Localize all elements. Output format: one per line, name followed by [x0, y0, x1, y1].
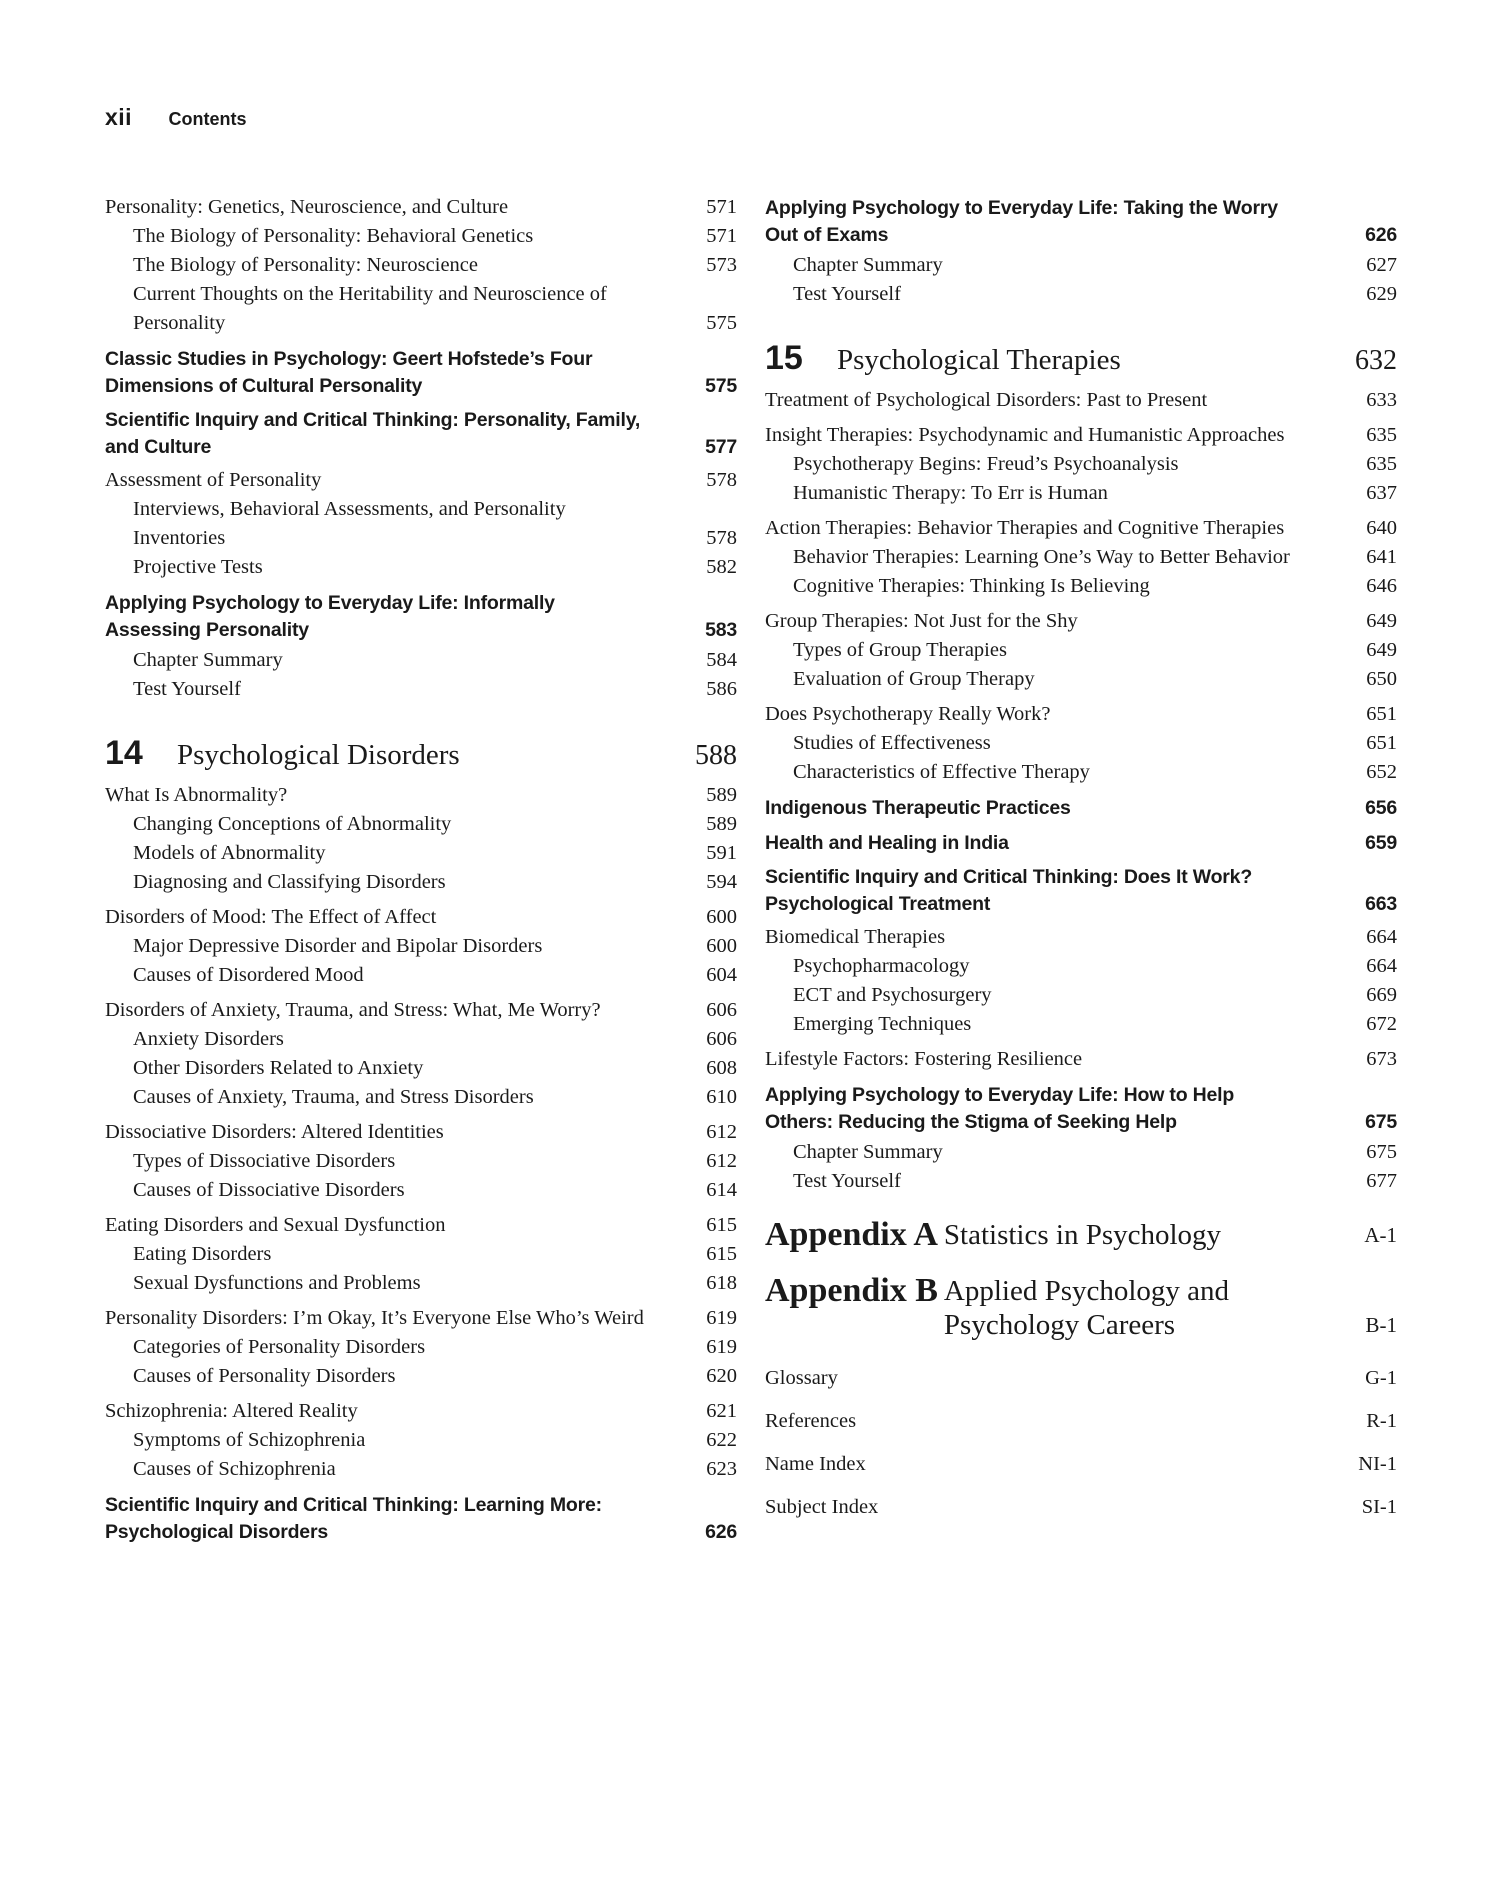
entry-page: 600	[706, 906, 737, 928]
appendix-entry[interactable]	[765, 1218, 1397, 1252]
subsection-entry[interactable]	[105, 1176, 737, 1205]
entry-page: 635	[1366, 453, 1397, 475]
toc-right-column	[765, 187, 1397, 1522]
subsection-entry[interactable]	[765, 758, 1397, 787]
entry-page: 578	[706, 527, 737, 549]
entry-title: Diagnosing and Classifying Disorders	[133, 871, 446, 893]
section-entry[interactable]	[765, 421, 1397, 450]
entry-page: 615	[706, 1243, 737, 1265]
running-header	[105, 104, 247, 131]
section-entry[interactable]	[765, 607, 1397, 636]
feature-entry[interactable]	[765, 830, 1397, 857]
section-entry[interactable]	[765, 700, 1397, 729]
subsection-entry[interactable]	[765, 952, 1397, 981]
entry-page: 620	[706, 1365, 737, 1387]
entry-page: 673	[1366, 1048, 1397, 1070]
appendix-heading	[765, 1218, 1364, 1252]
subsection-entry[interactable]	[105, 1240, 737, 1269]
entry-title: Glossary	[765, 1367, 838, 1389]
entry-title: Emerging Techniques	[793, 1013, 972, 1035]
entry-title: Personality: Genetics, Neuroscience, and Culture	[105, 196, 509, 218]
feature-entry[interactable]	[105, 407, 737, 460]
entry-page: 589	[706, 784, 737, 806]
subsection-entry[interactable]	[105, 1426, 737, 1455]
back-matter-entry[interactable]	[765, 1493, 1397, 1522]
subsection-entry[interactable]	[765, 636, 1397, 665]
entry-title: Changing Conceptions of Abnormality	[133, 813, 452, 835]
entry-page: 663	[1365, 892, 1397, 915]
subsection-entry[interactable]	[765, 572, 1397, 601]
entry-title: Scientific Inquiry and Critical Thinking: Personality, Family, and Culture	[105, 409, 641, 458]
entry-title: Causes of Personality Disorders	[133, 1365, 396, 1387]
entry-title: Schizophrenia: Altered Reality	[105, 1400, 358, 1422]
entry-title: Causes of Disordered Mood	[133, 964, 364, 986]
entry-title: Chapter Summary	[133, 649, 283, 671]
entry-title: Projective Tests	[133, 556, 263, 578]
entry-page: 652	[1366, 761, 1397, 783]
subsection-entry[interactable]	[105, 1333, 737, 1362]
subsection-entry[interactable]	[105, 1269, 737, 1298]
subsection-entry[interactable]	[105, 868, 737, 897]
entry-title: Biomedical Therapies	[765, 926, 946, 948]
feature-entry[interactable]	[105, 1492, 737, 1545]
entry-title: References	[765, 1410, 857, 1432]
appendix-label: Appendix B	[765, 1272, 938, 1309]
entry-title: Does Psychotherapy Really Work?	[765, 703, 1051, 725]
section-entry[interactable]	[105, 193, 737, 222]
entry-page: 672	[1366, 1013, 1397, 1035]
entry-page: 629	[1366, 283, 1397, 305]
entry-page: G-1	[1365, 1367, 1397, 1389]
entry-page: 618	[706, 1272, 737, 1294]
entry-title: The Biology of Personality: Behavioral Genetics	[133, 225, 534, 247]
entry-page: 649	[1366, 610, 1397, 632]
back-matter-entry[interactable]	[765, 1407, 1397, 1436]
entry-page: R-1	[1366, 1410, 1397, 1432]
entry-page: 591	[706, 842, 737, 864]
entry-title: Categories of Personality Disorders	[133, 1336, 426, 1358]
appendix-page: B-1	[1365, 1313, 1397, 1337]
entry-page: 633	[1366, 389, 1397, 411]
entry-page: 575	[705, 374, 737, 397]
subsection-entry[interactable]	[765, 479, 1397, 508]
entry-page: 675	[1365, 1110, 1397, 1133]
entry-title: Chapter Summary	[793, 1141, 943, 1163]
subsection-entry[interactable]	[105, 1455, 737, 1484]
entry-page: 571	[706, 196, 737, 218]
entry-title: Causes of Schizophrenia	[133, 1458, 336, 1480]
entry-page: 600	[706, 935, 737, 957]
entry-title: Humanistic Therapy: To Err is Human	[793, 482, 1108, 504]
subsection-entry[interactable]	[105, 1025, 737, 1054]
entry-page: 589	[706, 813, 737, 835]
entry-title: Applying Psychology to Everyday Life: Taking the Worry Out of Exams	[765, 197, 1278, 246]
subsection-entry[interactable]	[105, 1147, 737, 1176]
entry-title: Types of Group Therapies	[793, 639, 1007, 661]
entry-page: 612	[706, 1150, 737, 1172]
entry-page: 650	[1366, 668, 1397, 690]
appendix-title: Applied Psychology and Psychology Careers	[943, 1275, 1230, 1341]
chapter-heading[interactable]	[765, 339, 1397, 378]
entry-page: 641	[1366, 546, 1397, 568]
appendix-title: Statistics in Psychology	[943, 1219, 1222, 1251]
section-entry[interactable]	[105, 903, 737, 932]
entry-title: Sexual Dysfunctions and Problems	[133, 1272, 421, 1294]
entry-title: Causes of Anxiety, Trauma, and Stress Disorders	[133, 1086, 534, 1108]
subsection-entry[interactable]	[105, 1083, 737, 1112]
entry-page: 606	[706, 1028, 737, 1050]
subsection-entry[interactable]	[105, 646, 737, 675]
subsection-entry[interactable]	[765, 1010, 1397, 1039]
entry-page: 575	[706, 312, 737, 334]
entry-page: 669	[1366, 984, 1397, 1006]
entry-title: Cognitive Therapies: Thinking Is Believing	[793, 575, 1150, 597]
entry-page: 626	[1365, 223, 1397, 246]
feature-entry[interactable]	[765, 795, 1397, 822]
chapter-title: Psychological Disorders	[177, 739, 460, 771]
entry-title: Symptoms of Schizophrenia	[133, 1429, 366, 1451]
entry-page: 577	[705, 435, 737, 458]
entry-title: Classic Studies in Psychology: Geert Hofstede’s Four Dimensions of Cultural Personality	[105, 348, 593, 397]
subsection-entry[interactable]	[105, 1054, 737, 1083]
feature-entry[interactable]	[765, 1082, 1397, 1135]
entry-title: Treatment of Psychological Disorders: Past to Present	[765, 389, 1208, 411]
entry-title: Applying Psychology to Everyday Life: How to Help Others: Reducing the Stigma of Seeking Help	[765, 1084, 1235, 1133]
entry-page: 664	[1366, 955, 1397, 977]
subsection-entry[interactable]	[105, 1362, 737, 1391]
chapter-page: 632	[1355, 345, 1397, 376]
entry-title: Group Therapies: Not Just for the Shy	[765, 610, 1078, 632]
back-matter-entry[interactable]	[765, 1364, 1397, 1393]
entry-page: 582	[706, 556, 737, 578]
section-entry[interactable]	[105, 1304, 737, 1333]
entry-title: Scientific Inquiry and Critical Thinking: Does It Work? Psychological Treatment	[765, 866, 1253, 915]
entry-title: Test Yourself	[793, 1170, 901, 1192]
entry-title: Scientific Inquiry and Critical Thinking: Learning More: Psychological Disorders	[105, 1494, 602, 1543]
section-entry[interactable]	[105, 466, 737, 495]
page-number: xii	[105, 104, 133, 130]
subsection-entry[interactable]	[105, 280, 737, 338]
entry-title: Action Therapies: Behavior Therapies and Cognitive Therapies	[765, 517, 1285, 539]
entry-title: Major Depressive Disorder and Bipolar Disorders	[133, 935, 543, 957]
entry-page: 614	[706, 1179, 737, 1201]
entry-page: 604	[706, 964, 737, 986]
entry-page: 640	[1366, 517, 1397, 539]
entry-title: Personality Disorders: I’m Okay, It’s Everyone Else Who’s Weird	[105, 1307, 644, 1329]
entry-page: 656	[1365, 797, 1397, 819]
entry-page: 664	[1366, 926, 1397, 948]
entry-page: 637	[1366, 482, 1397, 504]
entry-title: Health and Healing in India	[765, 831, 1009, 854]
entry-page: 651	[1366, 703, 1397, 725]
entry-title: Test Yourself	[133, 678, 241, 700]
entry-page: 649	[1366, 639, 1397, 661]
section-entry[interactable]	[105, 1211, 737, 1240]
entry-title: Disorders of Mood: The Effect of Affect	[105, 906, 437, 928]
entry-page: 622	[706, 1429, 737, 1451]
entry-page: 659	[1365, 831, 1397, 854]
entry-title: Subject Index	[765, 1496, 879, 1518]
entry-title: Psychotherapy Begins: Freud’s Psychoanalysis	[793, 453, 1179, 475]
entry-page: SI-1	[1361, 1496, 1397, 1518]
entry-title: Anxiety Disorders	[133, 1028, 284, 1050]
feature-entry[interactable]	[765, 195, 1397, 248]
entry-page: 646	[1366, 575, 1397, 597]
entry-title: Indigenous Therapeutic Practices	[765, 797, 1071, 819]
entry-page: 621	[706, 1400, 737, 1422]
section-entry[interactable]	[105, 996, 737, 1025]
feature-entry[interactable]	[105, 346, 737, 399]
appendix-page: A-1	[1364, 1223, 1397, 1247]
entry-title: ECT and Psychosurgery	[793, 984, 992, 1006]
section-entry[interactable]	[105, 781, 737, 810]
entry-title: Studies of Effectiveness	[793, 732, 991, 754]
entry-title: Behavior Therapies: Learning One’s Way to Better Behavior	[793, 546, 1290, 568]
subsection-entry[interactable]	[105, 961, 737, 990]
entry-title: Name Index	[765, 1453, 866, 1475]
subsection-entry[interactable]	[765, 280, 1397, 309]
appendix-entry[interactable]	[765, 1274, 1397, 1342]
subsection-entry[interactable]	[765, 251, 1397, 280]
subsection-entry[interactable]	[105, 839, 737, 868]
entry-title: Disorders of Anxiety, Trauma, and Stress: What, Me Worry?	[105, 999, 601, 1021]
entry-title: Evaluation of Group Therapy	[793, 668, 1035, 690]
section-entry[interactable]	[765, 923, 1397, 952]
entry-page: 578	[706, 469, 737, 491]
entry-title: Types of Dissociative Disorders	[133, 1150, 396, 1172]
subsection-entry[interactable]	[765, 543, 1397, 572]
section-entry[interactable]	[765, 386, 1397, 415]
section-entry[interactable]	[765, 514, 1397, 543]
entry-page: 615	[706, 1214, 737, 1236]
feature-entry[interactable]	[765, 864, 1397, 917]
entry-page: 586	[706, 678, 737, 700]
chapter-heading[interactable]	[105, 734, 737, 773]
appendix-heading	[765, 1274, 1366, 1342]
chapter-number: 14	[105, 734, 143, 772]
entry-title: Causes of Dissociative Disorders	[133, 1179, 405, 1201]
entry-title: Other Disorders Related to Anxiety	[133, 1057, 424, 1079]
section-entry[interactable]	[105, 1397, 737, 1426]
subsection-entry[interactable]	[765, 665, 1397, 694]
entry-title: Interviews, Behavioral Assessments, and Personality Inventories	[133, 498, 566, 549]
entry-title: Lifestyle Factors: Fostering Resilience	[765, 1048, 1083, 1070]
subsection-entry[interactable]	[105, 932, 737, 961]
entry-page: 573	[706, 254, 737, 276]
toc-left-column	[105, 187, 737, 1548]
chapter-page: 588	[695, 740, 737, 771]
entry-page: 677	[1366, 1170, 1397, 1192]
entry-title: Psychopharmacology	[793, 955, 970, 977]
entry-page: 584	[706, 649, 737, 671]
entry-page: 571	[706, 225, 737, 247]
chapter-number: 15	[765, 339, 803, 377]
entry-page: 651	[1366, 732, 1397, 754]
entry-page: 626	[705, 1520, 737, 1543]
entry-title: Eating Disorders	[133, 1243, 272, 1265]
entry-title: Models of Abnormality	[133, 842, 326, 864]
entry-page: 675	[1366, 1141, 1397, 1163]
subsection-entry[interactable]	[765, 981, 1397, 1010]
entry-page: 594	[706, 871, 737, 893]
subsection-entry[interactable]	[765, 1138, 1397, 1167]
entry-page: 627	[1366, 254, 1397, 276]
entry-page: 610	[706, 1086, 737, 1108]
entry-page: 619	[706, 1307, 737, 1329]
subsection-entry[interactable]	[105, 222, 737, 251]
section-entry[interactable]	[765, 1045, 1397, 1074]
entry-page: 623	[706, 1458, 737, 1480]
entry-title: Insight Therapies: Psychodynamic and Humanistic Approaches	[765, 424, 1285, 446]
entry-title: What Is Abnormality?	[105, 784, 288, 806]
entry-title: Assessment of Personality	[105, 469, 322, 491]
subsection-entry[interactable]	[765, 1167, 1397, 1196]
subsection-entry[interactable]	[765, 729, 1397, 758]
entry-page: 606	[706, 999, 737, 1021]
subsection-entry[interactable]	[105, 810, 737, 839]
entry-title: Eating Disorders and Sexual Dysfunction	[105, 1214, 446, 1236]
entry-title: Applying Psychology to Everyday Life: Informally Assessing Personality	[105, 592, 555, 641]
entry-page: 635	[1366, 424, 1397, 446]
entry-page: 608	[706, 1057, 737, 1079]
subsection-entry[interactable]	[105, 251, 737, 280]
entry-title: Current Thoughts on the Heritability and Neuroscience of Personality	[133, 283, 607, 334]
entry-title: Chapter Summary	[793, 254, 943, 276]
subsection-entry[interactable]	[765, 450, 1397, 479]
subsection-entry[interactable]	[105, 675, 737, 704]
entry-title: Dissociative Disorders: Altered Identities	[105, 1121, 444, 1143]
entry-title: Test Yourself	[793, 283, 901, 305]
subsection-entry[interactable]	[105, 553, 737, 582]
running-title: Contents	[168, 109, 247, 129]
section-entry[interactable]	[105, 1118, 737, 1147]
entry-page: 612	[706, 1121, 737, 1143]
entry-page: NI-1	[1358, 1453, 1397, 1475]
subsection-entry[interactable]	[105, 495, 737, 553]
entry-title: The Biology of Personality: Neuroscience	[133, 254, 478, 276]
entry-page: 583	[705, 618, 737, 641]
back-matter-entry[interactable]	[765, 1450, 1397, 1479]
chapter-title: Psychological Therapies	[837, 344, 1121, 376]
appendix-label: Appendix A	[765, 1216, 938, 1253]
entry-page: 619	[706, 1336, 737, 1358]
feature-entry[interactable]	[105, 590, 737, 643]
entry-title: Characteristics of Effective Therapy	[793, 761, 1090, 783]
